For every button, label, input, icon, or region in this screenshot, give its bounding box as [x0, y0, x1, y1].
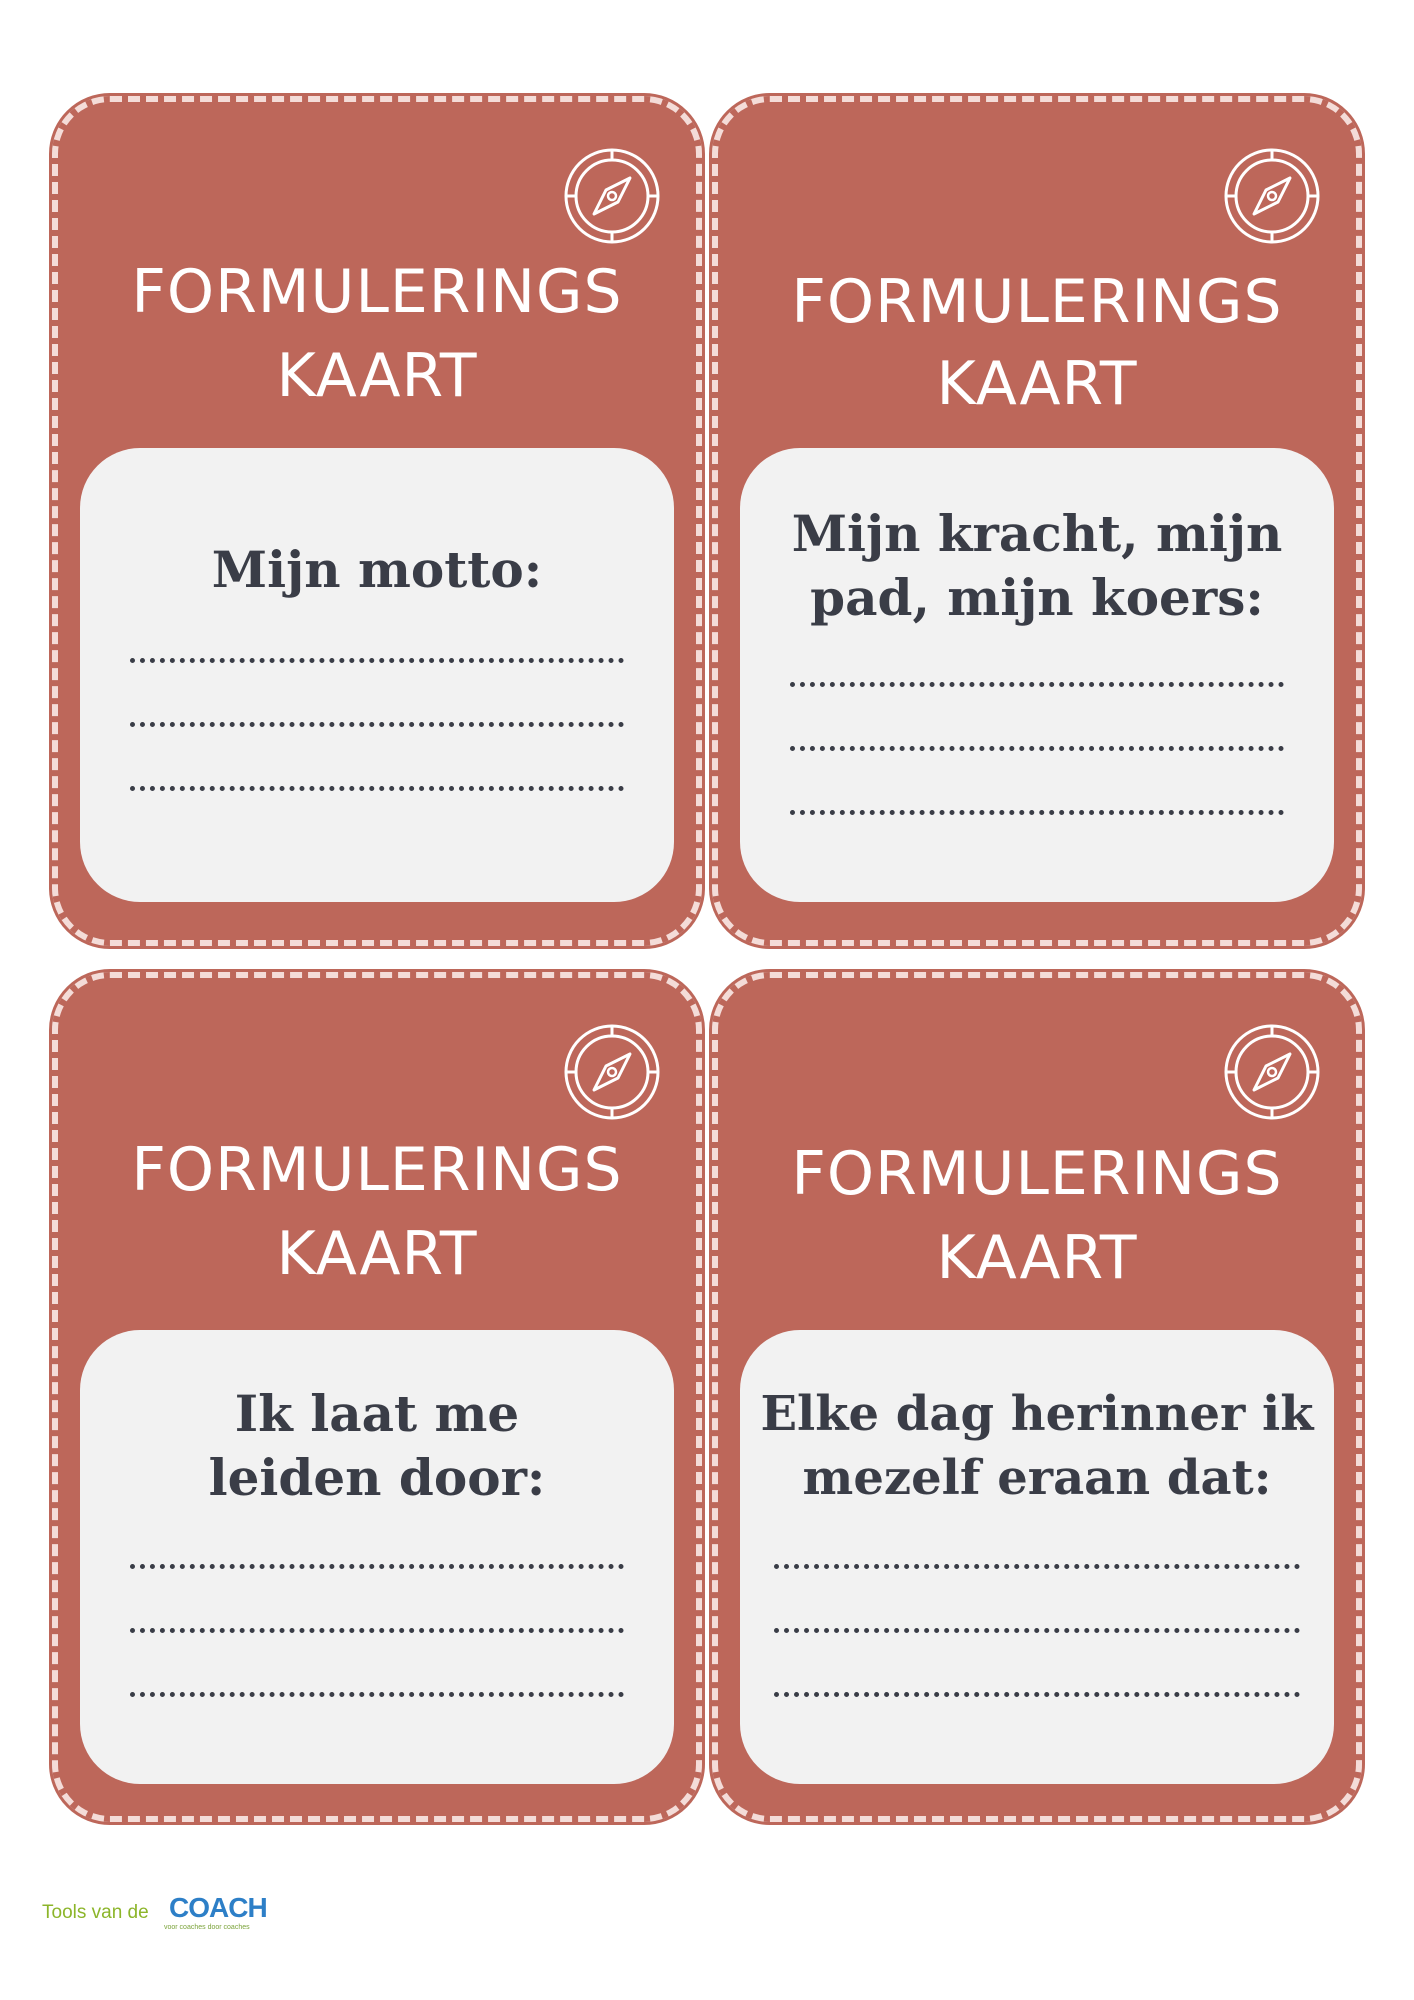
write-line[interactable]: [130, 658, 624, 663]
write-line[interactable]: [130, 1692, 624, 1697]
write-line[interactable]: [130, 786, 624, 791]
write-line[interactable]: [774, 1628, 1300, 1633]
card-prompt: Mijn motto:: [211, 540, 543, 599]
compass-icon: [1222, 1022, 1322, 1122]
write-in-area: [740, 1330, 1334, 1784]
card-title-line2: KAART: [276, 341, 478, 411]
logo-tagline: voor coaches door coaches: [164, 1924, 250, 1931]
card-prompt: Mijn kracht, mijn pad, mijn koers:: [791, 504, 1283, 627]
write-line[interactable]: [130, 722, 624, 727]
card-motto: [52, 96, 702, 946]
compass-icon: [562, 146, 662, 246]
card-prompt: Elke dag herinner ik mezelf eraan dat:: [760, 1386, 1314, 1506]
write-line[interactable]: [774, 1564, 1300, 1569]
write-line[interactable]: [790, 746, 1284, 751]
write-line[interactable]: [774, 1692, 1300, 1697]
card-kracht: [712, 96, 1362, 946]
card-title-line1: FORMULERINGS: [791, 267, 1283, 337]
card-title-line2: KAART: [936, 1223, 1138, 1293]
card-title-line2: KAART: [276, 1219, 478, 1289]
write-in-area: [80, 1330, 674, 1784]
card-title-line2: KAART: [936, 349, 1138, 419]
card-leiden: [52, 972, 702, 1822]
card-prompt: Ik laat me leiden door:: [208, 1384, 546, 1507]
write-in-area: [80, 448, 674, 902]
write-line[interactable]: [790, 682, 1284, 687]
write-line[interactable]: [130, 1564, 624, 1569]
logo-text-brand: COACH: [169, 1892, 267, 1923]
write-line[interactable]: [130, 1628, 624, 1633]
write-line[interactable]: [790, 810, 1284, 815]
logo-text-prefix: Tools van de: [42, 1902, 149, 1923]
compass-icon: [562, 1022, 662, 1122]
write-in-area: [740, 448, 1334, 902]
card-title-line1: FORMULERINGS: [791, 1139, 1283, 1209]
tools-van-de-coach-logo: [42, 1892, 282, 1938]
card-title-line1: FORMULERINGS: [131, 257, 623, 327]
compass-icon: [1222, 146, 1322, 246]
card-title-line1: FORMULERINGS: [131, 1135, 623, 1205]
card-herinner: [712, 972, 1362, 1822]
